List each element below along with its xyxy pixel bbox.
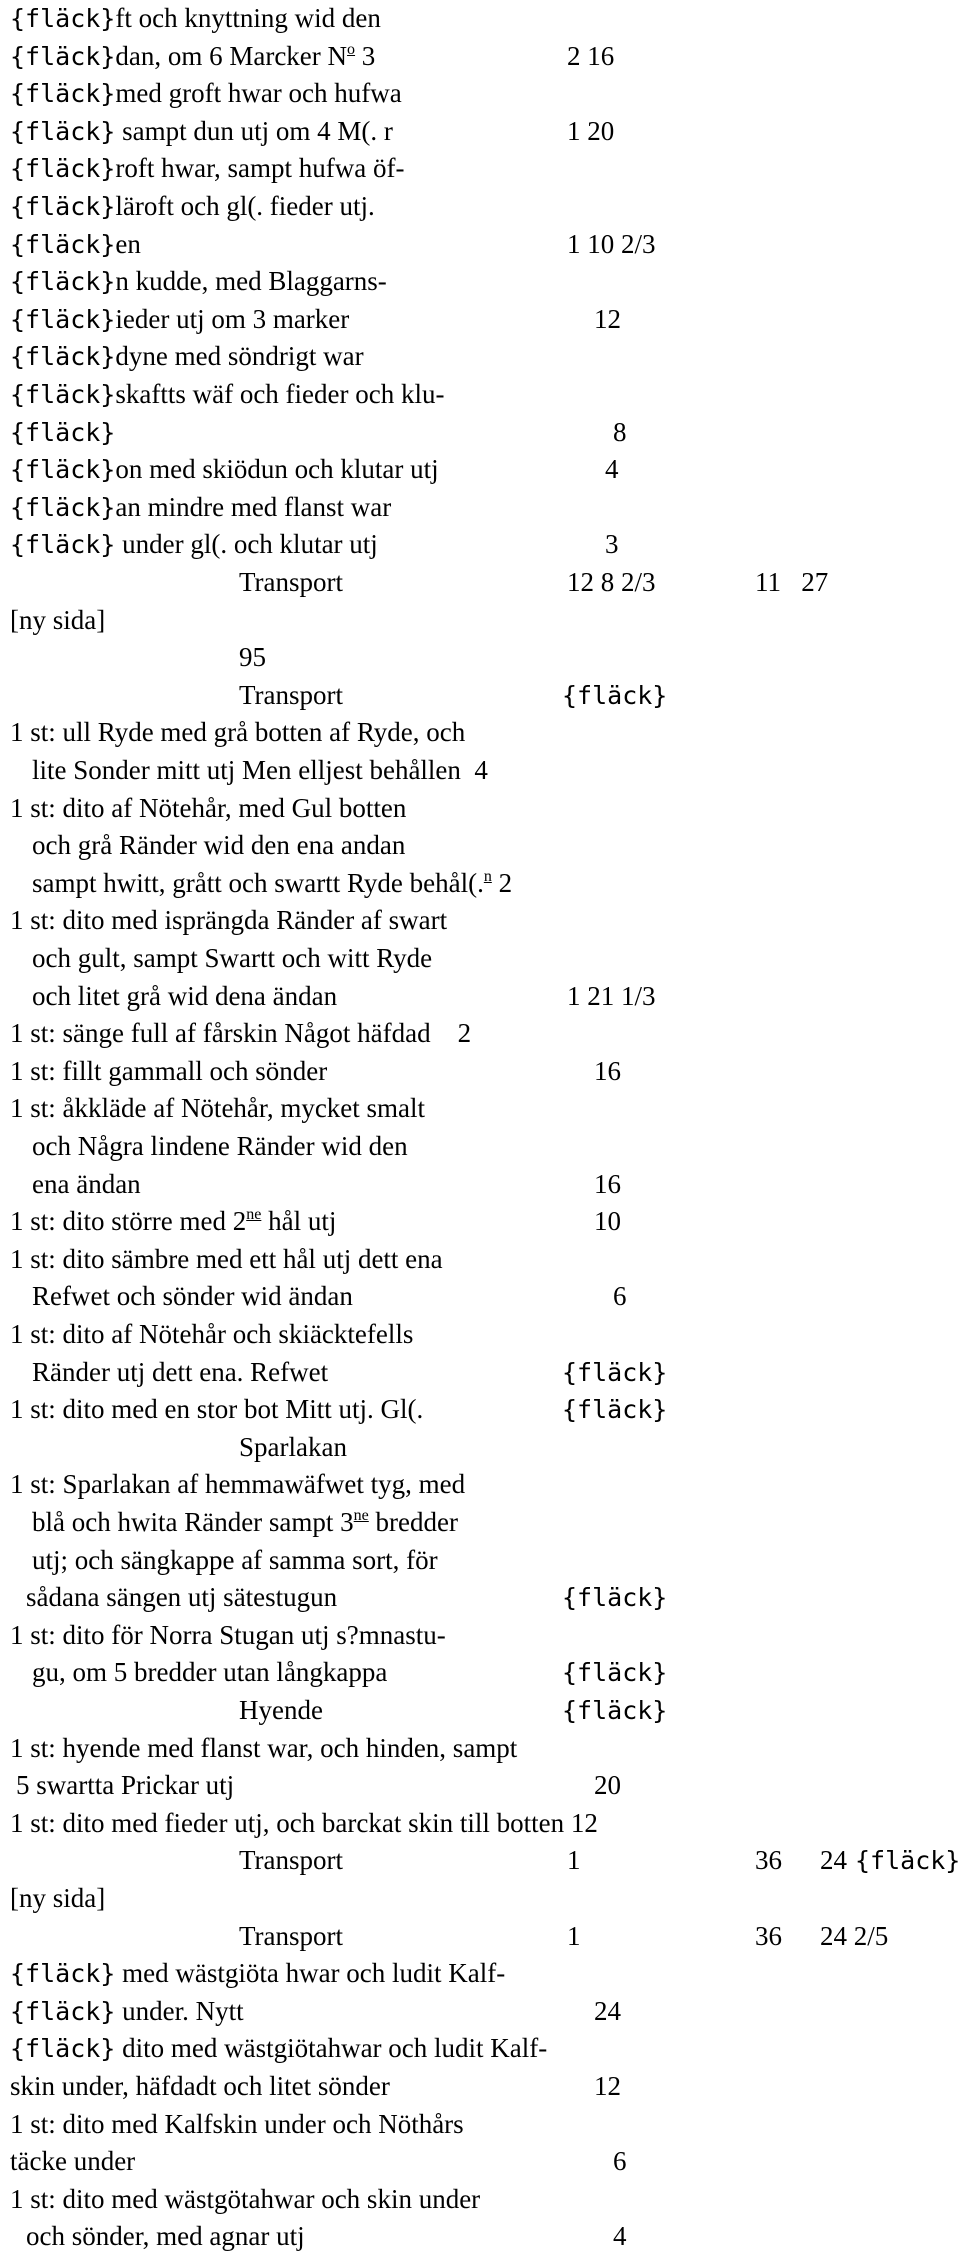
line-text bbox=[239, 1429, 347, 1467]
line-amount bbox=[567, 1918, 581, 1956]
line-text bbox=[10, 1955, 505, 1993]
text-line bbox=[10, 1842, 960, 1880]
text-fragment: 1 st: åkkläde af Nötehår, mycket smalt bbox=[10, 1093, 426, 1124]
text-fragment: dito med wästgiötahwar och ludit Kalf- bbox=[115, 2033, 548, 2064]
text-line bbox=[10, 301, 960, 339]
text-line bbox=[10, 1053, 960, 1091]
text-line bbox=[10, 38, 960, 76]
text-line bbox=[10, 1015, 960, 1053]
text-fragment: dyne med söndrigt war bbox=[115, 341, 364, 372]
line-text bbox=[10, 1805, 598, 1843]
line-text bbox=[10, 1090, 425, 1128]
line-amount bbox=[562, 677, 667, 715]
text-fragment: och litet grå wid dena ändan bbox=[32, 980, 338, 1011]
text-line bbox=[10, 338, 960, 376]
text-fragment: Refwet och sönder wid ändan bbox=[32, 1281, 353, 1312]
text-line bbox=[10, 2218, 960, 2256]
line-text bbox=[10, 1880, 105, 1918]
line-text bbox=[10, 38, 375, 76]
text-line bbox=[10, 1128, 960, 1166]
text-line bbox=[10, 2106, 960, 2144]
line-text bbox=[32, 1166, 141, 1204]
line-text bbox=[26, 2218, 305, 2256]
line-text bbox=[10, 1466, 465, 1504]
line-text bbox=[10, 301, 349, 339]
line-amount bbox=[567, 38, 614, 76]
text-fragment: Transport bbox=[239, 567, 344, 597]
text-fragment: 1 10 2/3 bbox=[567, 228, 656, 259]
line-text bbox=[10, 1993, 244, 2031]
text-fragment: Transport bbox=[239, 1845, 344, 1876]
text-fragment: under gl(. och klutar utj bbox=[115, 529, 378, 560]
text-fragment: 20 bbox=[594, 1770, 621, 1801]
text-fragment: Sparlakan bbox=[239, 1431, 347, 1462]
text-line bbox=[10, 1692, 960, 1730]
line-text bbox=[32, 1128, 408, 1166]
line-amount bbox=[594, 1166, 621, 1204]
line-text bbox=[32, 978, 337, 1016]
text-fragment: 16 bbox=[594, 1055, 621, 1086]
text-fragment: 1 st: hyende med flanst war, och hinden, sampt bbox=[10, 1732, 518, 1763]
line-amount bbox=[613, 2143, 627, 2181]
line-text bbox=[16, 1767, 234, 1805]
line-text bbox=[10, 113, 393, 151]
damage-marker: {fläck} bbox=[562, 1395, 668, 1425]
text-line bbox=[10, 602, 960, 640]
line-text bbox=[32, 1542, 438, 1580]
text-fragment: Ränder utj dett ena. Refwet bbox=[32, 1356, 329, 1387]
line-amount bbox=[605, 526, 619, 564]
line-amount bbox=[855, 1842, 960, 1880]
text-fragment: an mindre med flanst war bbox=[115, 491, 392, 522]
line-amount bbox=[567, 226, 656, 264]
text-line bbox=[10, 1391, 960, 1429]
superscript: ne bbox=[246, 1206, 262, 1224]
damage-marker: {fläck} bbox=[562, 1658, 668, 1688]
line-text bbox=[10, 1015, 471, 1053]
text-line bbox=[10, 1090, 960, 1128]
text-fragment: 4 bbox=[605, 454, 619, 485]
line-amount bbox=[567, 113, 614, 151]
line-amount bbox=[594, 2068, 621, 2106]
text-fragment: en bbox=[115, 228, 141, 259]
text-line bbox=[10, 1918, 960, 1956]
line-text bbox=[32, 1654, 387, 1692]
text-fragment: 12 8 2/3 bbox=[567, 567, 656, 597]
line-text bbox=[10, 902, 447, 940]
text-fragment: 12 bbox=[594, 2071, 621, 2101]
text-line bbox=[10, 226, 960, 264]
text-line bbox=[10, 1241, 960, 1279]
line-text bbox=[10, 0, 381, 38]
line-text bbox=[10, 2181, 480, 2219]
line-amount bbox=[562, 1692, 667, 1730]
damage-marker: {fläck} bbox=[10, 1996, 116, 2026]
text-line bbox=[10, 714, 960, 752]
line-text bbox=[32, 1278, 353, 1316]
text-fragment: skaftts wäf och fieder och klu- bbox=[115, 379, 445, 409]
line-text bbox=[10, 414, 115, 452]
text-fragment: och gult, sampt Swartt och witt Ryde bbox=[32, 943, 433, 973]
text-fragment: 1 st: dito sämbre med ett hål utj dett ena bbox=[10, 1243, 443, 1274]
damage-marker: {fläck} bbox=[10, 2034, 116, 2064]
text-fragment: 16 bbox=[594, 1168, 621, 1199]
line-text bbox=[10, 2068, 390, 2106]
text-fragment: 6 bbox=[613, 2146, 627, 2177]
line-text bbox=[239, 677, 343, 715]
line-amount bbox=[562, 1391, 667, 1429]
line-text bbox=[10, 489, 391, 527]
line-amount bbox=[567, 564, 656, 602]
text-fragment: 4 bbox=[613, 2221, 627, 2252]
line-text bbox=[26, 1579, 337, 1617]
text-fragment: 1 st: dito för Norra Stugan utj s?mnastu- bbox=[10, 1619, 446, 1650]
line-text bbox=[10, 150, 404, 188]
text-line bbox=[10, 1880, 960, 1918]
text-line bbox=[10, 1354, 960, 1392]
damage-marker: {fläck} bbox=[10, 1959, 116, 1989]
line-text bbox=[10, 1391, 423, 1429]
line-text bbox=[10, 1316, 413, 1354]
line-amount bbox=[613, 1278, 627, 1316]
text-line bbox=[10, 677, 960, 715]
text-fragment: under. Nytt bbox=[115, 1995, 244, 2026]
text-fragment: 1 bbox=[567, 1845, 581, 1876]
text-fragment: 1 bbox=[567, 1920, 581, 1951]
text-fragment: 36 bbox=[755, 1920, 782, 1951]
text-line bbox=[10, 1542, 960, 1580]
text-fragment: hål utj bbox=[261, 1206, 337, 1237]
line-amount bbox=[562, 1354, 667, 1392]
text-fragment: Transport bbox=[239, 679, 344, 710]
line-text bbox=[10, 2030, 547, 2068]
text-fragment: 8 bbox=[613, 416, 627, 447]
text-fragment: on med skiödun och klutar utj bbox=[115, 454, 439, 485]
text-fragment: 11 27 bbox=[755, 567, 829, 597]
damage-marker: {fläck} bbox=[10, 41, 116, 71]
line-amount bbox=[613, 414, 627, 452]
line-text bbox=[10, 2143, 135, 2181]
line-text bbox=[10, 1617, 446, 1655]
text-fragment: sampt dun utj om 4 M(. r bbox=[115, 115, 393, 146]
text-line bbox=[10, 414, 960, 452]
text-fragment: läroft och gl(. fieder utj. bbox=[115, 191, 375, 221]
line-amount bbox=[594, 301, 621, 339]
text-fragment: 24 2/5 bbox=[820, 1920, 889, 1951]
text-line bbox=[10, 1654, 960, 1692]
text-fragment: 6 bbox=[613, 1281, 627, 1312]
text-line bbox=[10, 75, 960, 113]
line-amount bbox=[562, 1654, 667, 1692]
line-text bbox=[10, 1053, 327, 1091]
line-text bbox=[239, 1918, 343, 1956]
text-fragment: 2 bbox=[491, 867, 513, 898]
line-amount bbox=[755, 1842, 782, 1880]
line-text bbox=[32, 752, 488, 790]
text-fragment: med groft hwar och hufwa bbox=[115, 78, 402, 109]
line-amount bbox=[562, 1579, 667, 1617]
text-line bbox=[10, 902, 960, 940]
line-text bbox=[239, 564, 343, 602]
text-line bbox=[10, 1617, 960, 1655]
line-text bbox=[239, 639, 266, 677]
line-text bbox=[10, 451, 439, 489]
superscript: ne bbox=[353, 1507, 369, 1524]
text-line bbox=[10, 1429, 960, 1467]
text-line bbox=[10, 2068, 960, 2106]
text-line bbox=[10, 1805, 960, 1843]
text-fragment: 1 st: dito med fieder utj, och barckat skin till botten 12 bbox=[10, 1807, 598, 1838]
superscript: o bbox=[347, 40, 356, 58]
damage-marker: {fläck} bbox=[10, 380, 116, 409]
text-fragment: och sönder, med agnar utj bbox=[26, 2221, 305, 2252]
text-fragment: 3 bbox=[355, 40, 376, 71]
line-text bbox=[10, 376, 445, 414]
text-line bbox=[10, 0, 960, 38]
damage-marker: {fläck} bbox=[10, 267, 116, 297]
text-fragment: 24 bbox=[594, 1995, 621, 2026]
text-fragment: 12 bbox=[594, 303, 621, 334]
text-fragment: utj; och sängkappe af samma sort, för bbox=[32, 1544, 438, 1575]
text-fragment: Hyende bbox=[239, 1695, 323, 1725]
text-line bbox=[10, 790, 960, 828]
text-fragment: 1 20 bbox=[567, 115, 615, 146]
text-fragment: 2 16 bbox=[567, 40, 615, 71]
damage-marker: {fläck} bbox=[10, 154, 116, 184]
text-fragment: sampt hwitt, grått och swartt Ryde behål(. bbox=[32, 867, 484, 898]
text-line bbox=[10, 1767, 960, 1805]
text-fragment: 1 st: sänge full af fårskin Något häfdad 2 bbox=[10, 1018, 472, 1049]
text-fragment: 1 st: dito med wästgötahwar och skin under bbox=[10, 2183, 481, 2214]
damage-marker: {fläck} bbox=[562, 1357, 668, 1387]
line-text bbox=[10, 790, 406, 828]
line-amount bbox=[594, 1993, 621, 2031]
text-line bbox=[10, 2181, 960, 2219]
text-fragment: lite Sonder mitt utj Men elljest behållen 4 bbox=[32, 755, 488, 785]
text-line bbox=[10, 1278, 960, 1316]
text-fragment: ft och knyttning wid den bbox=[115, 3, 381, 33]
text-line bbox=[10, 2030, 960, 2068]
line-text bbox=[32, 865, 512, 903]
damage-marker: {fläck} bbox=[10, 192, 116, 221]
line-text bbox=[32, 1354, 328, 1392]
line-text bbox=[32, 940, 432, 978]
text-line bbox=[10, 113, 960, 151]
text-fragment: 36 bbox=[755, 1845, 782, 1876]
line-text bbox=[239, 1842, 343, 1880]
text-fragment: dan, om 6 Marcker N bbox=[115, 40, 348, 71]
text-fragment: sådana sängen utj sätestugun bbox=[26, 1582, 338, 1613]
damage-marker: {fläck} bbox=[10, 342, 116, 372]
text-fragment: 95 bbox=[239, 642, 266, 673]
text-line bbox=[10, 1955, 960, 1993]
text-fragment: bredder bbox=[368, 1507, 458, 1537]
text-fragment: 1 st: dito af Nötehår, med Gul botten bbox=[10, 792, 407, 823]
text-fragment: 1 st: dito större med 2 bbox=[10, 1206, 247, 1237]
damage-marker: {fläck} bbox=[10, 492, 116, 522]
text-line bbox=[10, 1504, 960, 1542]
text-line bbox=[10, 978, 960, 1016]
text-fragment: skin under, häfdadt och litet sönder bbox=[10, 2071, 390, 2101]
text-line bbox=[10, 489, 960, 527]
text-line bbox=[10, 1466, 960, 1504]
damage-marker: {fläck} bbox=[10, 530, 116, 560]
text-line bbox=[10, 827, 960, 865]
text-fragment: [ny sida] bbox=[10, 1883, 106, 1913]
line-text bbox=[10, 526, 378, 564]
damage-marker: {fläck} bbox=[10, 4, 116, 33]
line-text bbox=[10, 75, 402, 113]
text-line bbox=[10, 188, 960, 226]
damage-marker: {fläck} bbox=[10, 229, 116, 259]
line-text bbox=[10, 2106, 464, 2144]
line-amount bbox=[594, 1053, 621, 1091]
line-text bbox=[10, 602, 105, 640]
damage-marker: {fläck} bbox=[562, 1583, 668, 1613]
text-fragment: 3 bbox=[605, 529, 619, 560]
damage-marker: {fläck} bbox=[562, 1696, 668, 1725]
text-fragment: och Några lindene Ränder wid den bbox=[32, 1131, 408, 1161]
text-line bbox=[10, 1203, 960, 1241]
text-fragment: Transport bbox=[239, 1920, 344, 1951]
text-fragment: 1 st: dito med isprängda Ränder af swart bbox=[10, 905, 448, 936]
line-text bbox=[10, 1203, 336, 1241]
line-text bbox=[10, 1730, 517, 1768]
line-text bbox=[32, 1504, 458, 1542]
text-line bbox=[10, 2143, 960, 2181]
damage-marker: {fläck} bbox=[562, 680, 668, 710]
text-fragment: täcke under bbox=[10, 2146, 136, 2177]
text-fragment: och grå Ränder wid den ena andan bbox=[32, 830, 406, 861]
line-amount bbox=[594, 1767, 621, 1805]
text-line bbox=[10, 1730, 960, 1768]
text-line bbox=[10, 564, 960, 602]
text-fragment: 1 st: dito med Kalfskin under och Nöthårs bbox=[10, 2108, 464, 2139]
text-fragment: 5 swartta Prickar utj bbox=[16, 1770, 235, 1801]
text-line bbox=[10, 940, 960, 978]
text-fragment: ena ändan bbox=[32, 1168, 141, 1199]
line-amount bbox=[613, 2218, 627, 2256]
line-amount bbox=[820, 1918, 888, 1956]
text-fragment: roft hwar, sampt hufwa öf- bbox=[115, 153, 405, 184]
text-line bbox=[10, 1993, 960, 2031]
line-amount bbox=[567, 1842, 581, 1880]
line-amount bbox=[755, 564, 828, 602]
text-line bbox=[10, 1166, 960, 1204]
text-fragment: 24 bbox=[820, 1845, 847, 1876]
text-line bbox=[10, 639, 960, 677]
damage-marker: {fläck} bbox=[10, 116, 116, 146]
text-line bbox=[10, 752, 960, 790]
text-line bbox=[10, 865, 960, 903]
text-fragment: 1 st: dito med en stor bot Mitt utj. Gl(. bbox=[10, 1394, 424, 1425]
line-amount bbox=[820, 1842, 847, 1880]
text-fragment: blå och hwita Ränder sampt 3 bbox=[32, 1507, 354, 1537]
text-line bbox=[10, 1579, 960, 1617]
text-fragment: 1 st: dito af Nötehår och skiäcktefells bbox=[10, 1319, 414, 1349]
text-line bbox=[10, 263, 960, 301]
text-fragment: gu, om 5 bredder utan långkappa bbox=[32, 1657, 388, 1688]
damage-marker: {fläck} bbox=[10, 304, 116, 334]
line-text bbox=[10, 1241, 443, 1279]
text-line bbox=[10, 150, 960, 188]
text-fragment: 1 st: ull Ryde med grå botten af Ryde, och bbox=[10, 717, 466, 748]
line-text bbox=[10, 338, 364, 376]
damage-marker: {fläck} bbox=[855, 1846, 960, 1876]
text-line bbox=[10, 1316, 960, 1354]
text-fragment: n kudde, med Blaggarns- bbox=[115, 266, 387, 297]
line-amount bbox=[594, 1203, 621, 1241]
line-amount bbox=[755, 1918, 782, 1956]
text-fragment: med wästgiöta hwar och ludit Kalf- bbox=[115, 1958, 506, 1989]
damage-marker: {fläck} bbox=[10, 455, 116, 485]
text-line bbox=[10, 376, 960, 414]
damage-marker: {fläck} bbox=[10, 417, 116, 447]
line-amount bbox=[605, 451, 619, 489]
text-fragment: 1 st: Sparlakan af hemmawäfwet tyg, med bbox=[10, 1469, 466, 1500]
text-fragment: 10 bbox=[594, 1206, 621, 1237]
line-text bbox=[10, 226, 141, 264]
text-fragment: 1 st: fillt gammall och sönder bbox=[10, 1055, 328, 1086]
text-fragment: ieder utj om 3 marker bbox=[115, 303, 350, 334]
line-text bbox=[10, 188, 375, 226]
line-text bbox=[10, 263, 387, 301]
line-text bbox=[239, 1692, 323, 1730]
text-fragment: 1 21 1/3 bbox=[567, 980, 656, 1011]
text-fragment: [ny sida] bbox=[10, 604, 106, 635]
line-amount bbox=[567, 978, 656, 1016]
superscript: n bbox=[483, 867, 492, 885]
line-text bbox=[32, 827, 405, 865]
damage-marker: {fläck} bbox=[10, 79, 116, 109]
line-text bbox=[10, 714, 465, 752]
text-line bbox=[10, 526, 960, 564]
text-line bbox=[10, 451, 960, 489]
